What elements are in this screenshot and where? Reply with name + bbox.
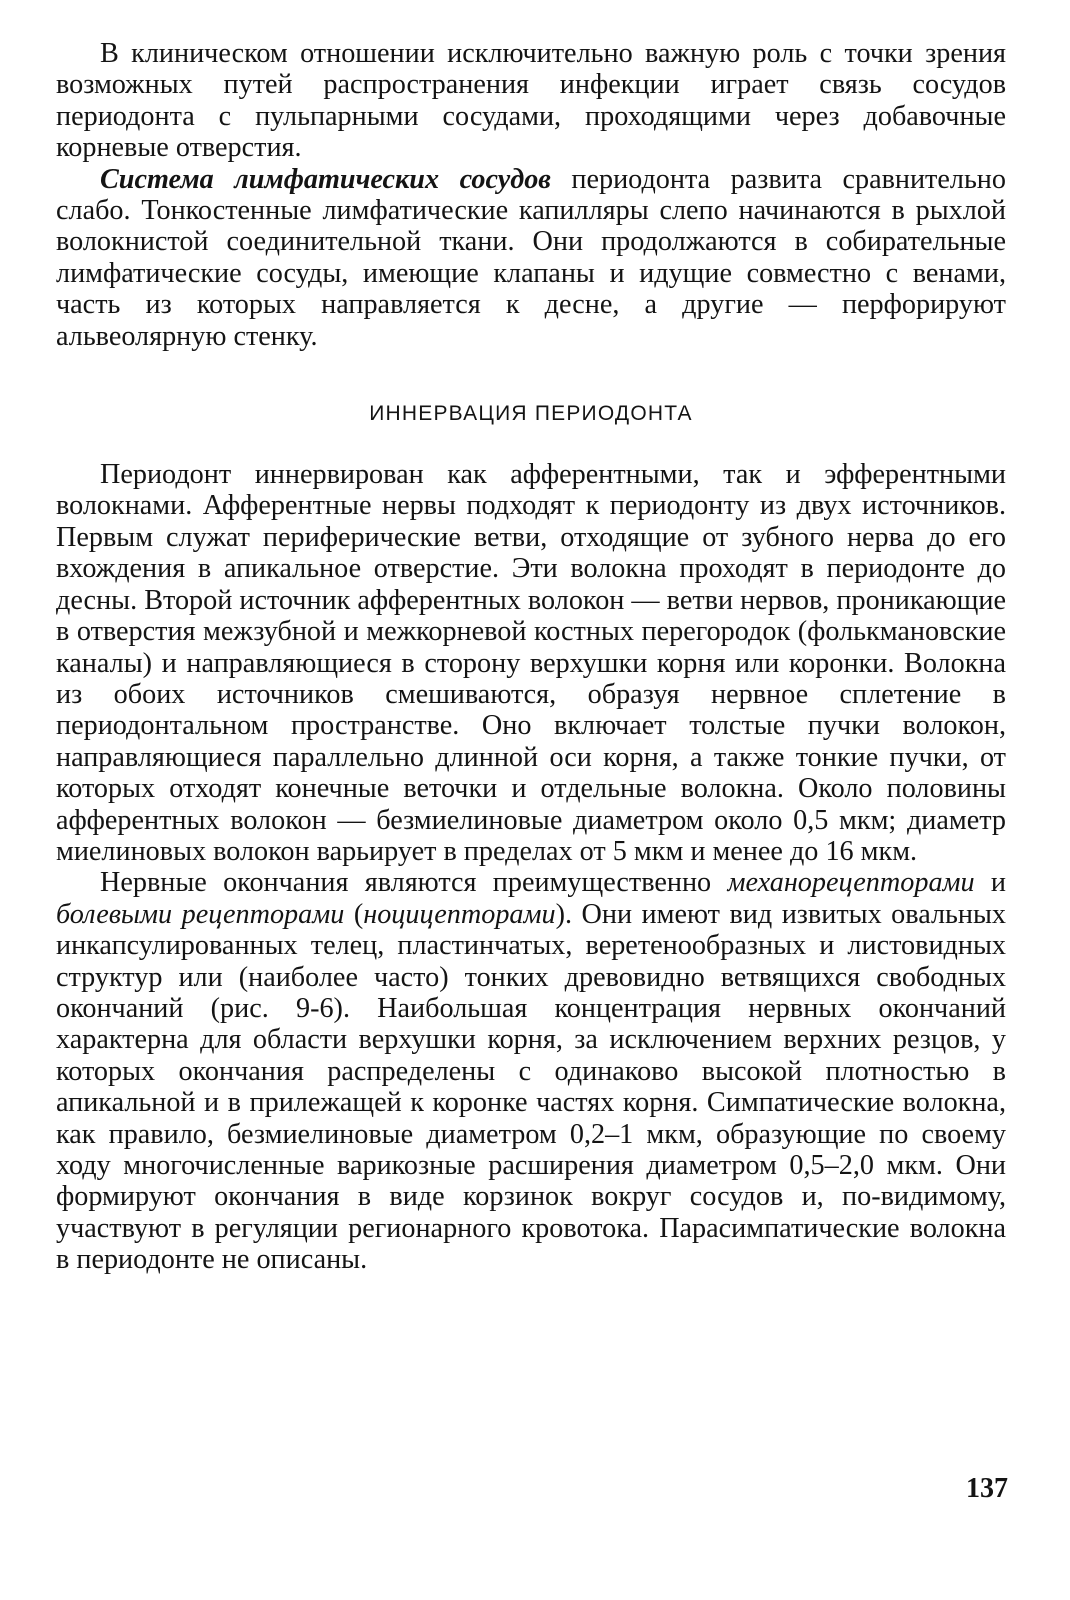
paragraph-nerve-endings <box>56 867 1006 1275</box>
mechanoreceptors-term: механорецепторами <box>727 867 975 899</box>
pain-receptors-term: болевыми рецепторами <box>56 898 345 930</box>
nerve-endings-text-2: и <box>974 867 1006 899</box>
paragraph-innervation-sources: Периодонт иннервирован как афферентными, так и эфферентными волокнами. Афферентные нервы подходят к периодонту из двух источников. Первым служат периферические ветви, отходящие от зубного нерва до его вхождения в апикальное отверстие. Эти волокна проходят в периодонте до десны. Второй источник афферентных волокон — ветви нервов, проникающие в отверстия межзубной и межкорневой костных перегородок (фолькмановские каналы) и направляющиеся в сторону верхушки корня или коронки. Волокна из обоих источников смешиваются, образуя нервное сплетение в периодонтальном пространстве. Оно включает толстые пучки волокон, направляющиеся параллельно длинной оси корня, а также тонкие пучки, от которых отходят конечные веточки и отдельные волокна. Около половины афферентных волокон — безмиелиновые диаметром около 0,5 мкм; диаметр миелиновых волокон варьирует в пределах от 5 мкм и менее до 16 мкм. <box>56 459 1006 867</box>
paragraph-lymphatic-system <box>56 164 1006 352</box>
page-number: 137 <box>966 1473 1008 1504</box>
nociceptors-term: ноцицепторами <box>363 898 556 930</box>
lymphatic-system-text: периодонта развита сравнительно слабо. Тонкостенные лимфатические капилляры слепо начинаются в рыхлой волокнистой соединительной ткани. Они продолжаются в собирательные лимфатические сосуды, имеющие клапаны и идущие совместно с венами, часть из которых направляется к десне, а другие — перфорируют альвеолярную стенку. <box>56 163 1006 352</box>
section-heading: ИННЕРВАЦИЯ ПЕРИОДОНТА <box>369 402 693 426</box>
text-column <box>56 38 1006 1276</box>
nerve-endings-text-4: ). Они имеют вид извитых овальных инкапсулированных телец, пластинчатых, веретенообразных и листовидных структур или (наиболее часто) тонких древовидно ветвящихся свободных окончаний (рис. 9-6). Наибольшая концентрация нервных окончаний характерна для области верхушки корня, за исключением верхних резцов, у которых окончания распределены с одинаково высокой плотностью в апикальной и в прилежащей к коронке частях корня. Симпатические волокна, как правило, безмиелиновые диаметром 0,2–1 мкм, образующие по своему ходу многочисленные варикозные расширения диаметром 0,5–2,0 мкм. Они формируют окончания в виде корзинок вокруг сосудов и, по-видимому, участвуют в регуляции регионарного кровотока. Парасимпатические волокна в периодонте не описаны. <box>56 898 1006 1276</box>
nerve-endings-text-3: ( <box>344 898 364 930</box>
lymphatic-system-term: Система лимфатических сосудов <box>100 163 551 195</box>
nerve-endings-text-1: Нервные окончания являются преимущественно <box>100 867 728 899</box>
paragraph-vascular-connection: В клиническом отношении исключительно важную роль с точки зрения возможных путей распространения инфекции играет связь сосудов периодонта с пульпарными сосудами, проходящими через добавочные корневые отверстия. <box>56 38 1006 164</box>
